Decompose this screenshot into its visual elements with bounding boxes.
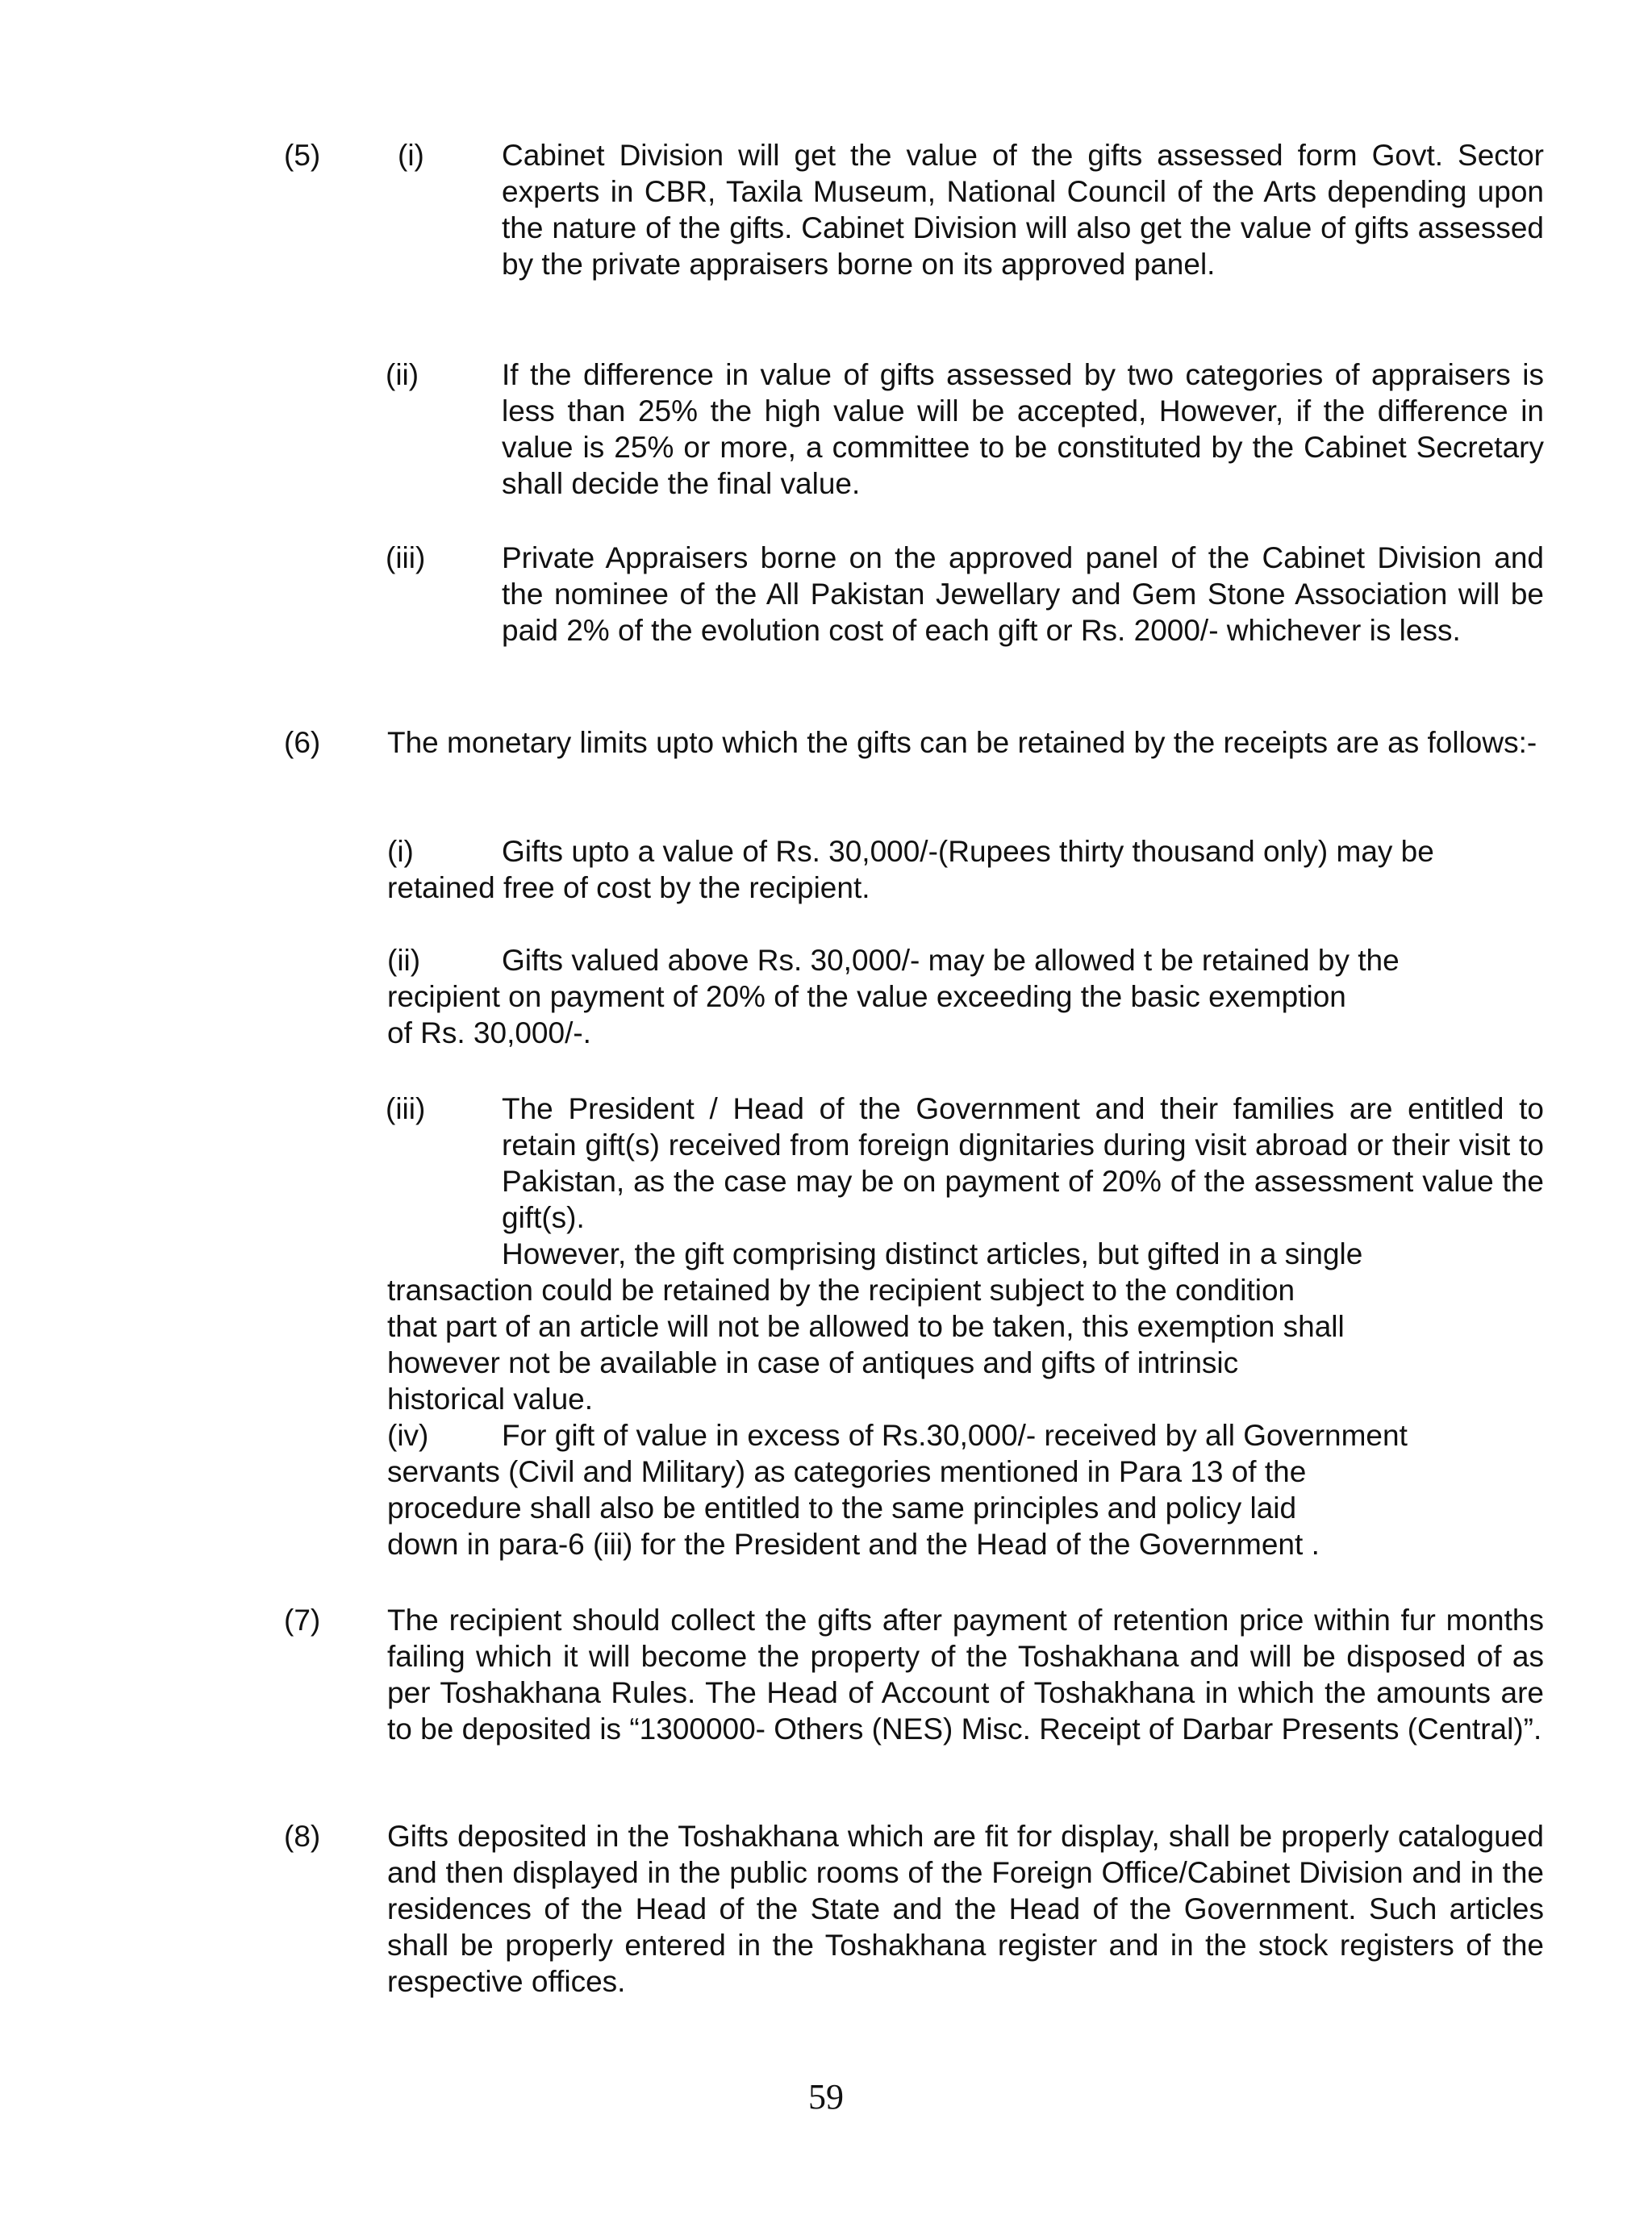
section-5-iii-label: (iii)	[386, 541, 426, 574]
section-7-text: The recipient should collect the gifts after payment of retention price within fur months failing which it will become the property of the Toshakhana and will be disposed of as per Toshakhana Rules. The Head of Account of Toshakhana in which the amounts are to be deposited is “1300000- Others (NES) Misc. Receipt of Darbar Presents (Central)”.	[387, 1604, 1544, 1746]
section-6-iii-cont4: however not be available in case of antiques and gifts of intrinsic	[387, 1346, 1239, 1379]
section-6-iv-label: (iv)	[387, 1419, 429, 1452]
section-5-i-label: (i)	[398, 139, 424, 172]
section-6-ii-line1: Gifts valued above Rs. 30,000/- may be allowed t be retained by the	[502, 944, 1400, 977]
section-6-iii-cont2: transaction could be retained by the recipient subject to the condition	[387, 1274, 1295, 1307]
section-6-iv-line4: down in para-6 (iii) for the President and the Head of the Government .	[387, 1528, 1320, 1561]
section-6-label: (6)	[284, 726, 321, 759]
section-6-ii-line3: of Rs. 30,000/-.	[387, 1016, 591, 1049]
section-5-ii-label: (ii)	[386, 358, 419, 391]
section-6-iii-cont5: historical value.	[387, 1383, 594, 1416]
section-6-iv-line3: procedure shall also be entitled to the same principles and policy laid	[387, 1491, 1297, 1525]
section-7-label: (7)	[284, 1604, 321, 1637]
section-5-ii-text: If the difference in value of gifts assessed by two categories of appraisers is less than 25% the high value will be accepted, However, if the difference in value is 25% or more, a committee to be constituted by the Cabinet Secretary shall decide the final value.	[502, 358, 1544, 500]
section-6-iv-line2: servants (Civil and Military) as categories mentioned in Para 13 of the	[387, 1455, 1307, 1488]
section-6-iii-cont1: However, the gift comprising distinct articles, but gifted in a single	[502, 1237, 1363, 1270]
section-6-ii-line2: recipient on payment of 20% of the value exceeding the basic exemption	[387, 980, 1346, 1013]
section-6-iv-line1: For gift of value in excess of Rs.30,000/- received by all Government	[502, 1419, 1408, 1452]
section-6-i-line2: retained free of cost by the recipient.	[387, 871, 870, 904]
section-6-iii-cont3: that part of an article will not be allowed to be taken, this exemption shall	[387, 1310, 1345, 1343]
section-5-label: (5)	[284, 139, 321, 172]
section-6-i-line1: Gifts upto a value of Rs. 30,000/-(Rupees thirty thousand only) may be	[502, 835, 1434, 868]
section-8-label: (8)	[284, 1820, 321, 1853]
page-number: 59	[808, 2077, 844, 2117]
section-5-i-text: Cabinet Division will get the value of the gifts assessed form Govt. Sector experts in CBR, Taxila Museum, National Council of the Arts depending upon the nature of the gifts. Cabinet Division will also get the value of gifts assessed by the private appraisers borne on its approved panel.	[502, 139, 1544, 281]
section-6-ii-label: (ii)	[387, 944, 421, 977]
section-8-text: Gifts deposited in the Toshakhana which are fit for display, shall be properly catalogued and then displayed in the public rooms of the Foreign Office/Cabinet Division and in the residences of the Head of the State and the Head of the Government. Such articles shall be properly entered in the Toshakhana register and in the stock registers of the respective offices.	[387, 1820, 1544, 1998]
section-5-iii-text: Private Appraisers borne on the approved panel of the Cabinet Division and the nominee of the All Pakistan Jewellary and Gem Stone Association will be paid 2% of the evolution cost of each gift or Rs. 2000/- whichever is less.	[502, 541, 1544, 647]
section-6-i-label: (i)	[387, 835, 414, 868]
section-6-iii-label: (iii)	[386, 1092, 426, 1125]
section-6-iii-text: The President / Head of the Government and their families are entitled to retain gift(s) received from foreign dignitaries during visit abroad or their visit to Pakistan, as the case may be on payment of 20% of the assessment value the gift(s).	[502, 1092, 1544, 1234]
section-6-intro: The monetary limits upto which the gifts can be retained by the receipts are as follows:-	[387, 726, 1537, 759]
